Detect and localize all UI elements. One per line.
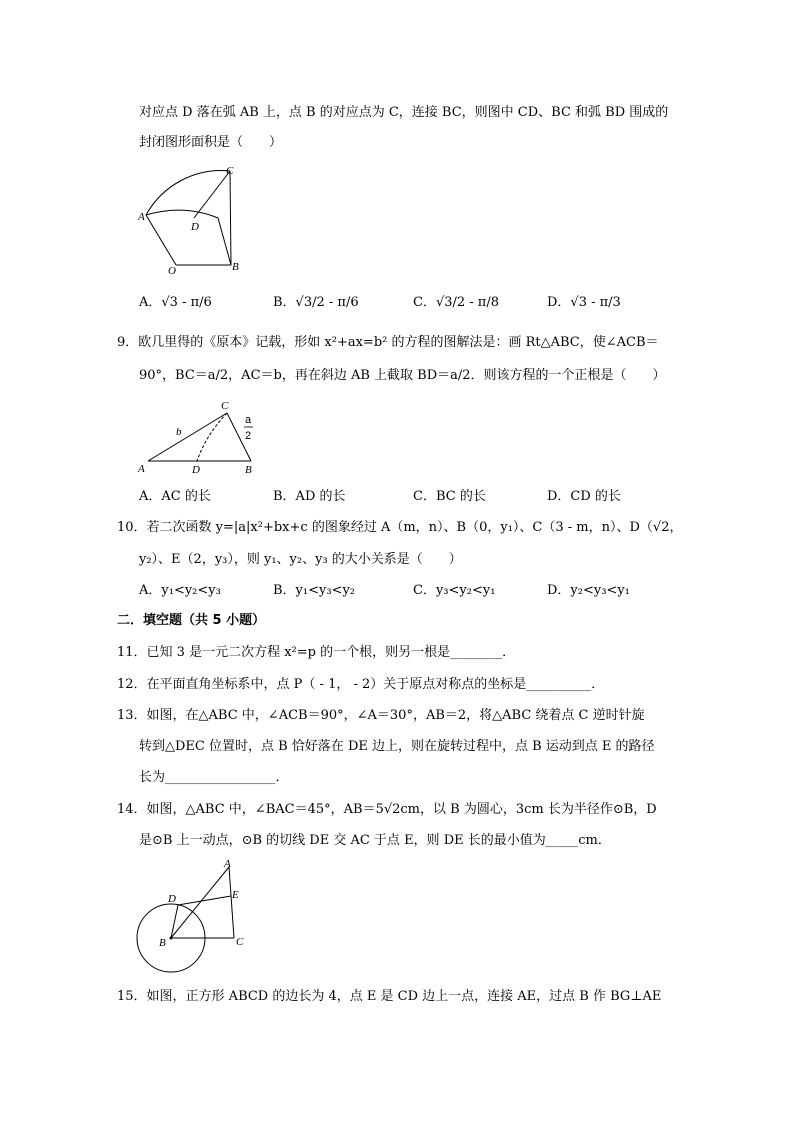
q8-label-c: C — [226, 165, 234, 177]
q8-option-d: D．√3 - π/3 — [547, 295, 621, 310]
q9-option-b: B．AD 的长 — [273, 489, 346, 504]
q8-label-o: O — [168, 265, 176, 277]
q14-figure — [132, 856, 252, 976]
q13-text-line-1: 13．如图，在△ABC 中，∠ACB＝90°，∠A＝30°，AB＝2，将△ABC 绕着点 C 逆时针旋 — [117, 708, 645, 723]
q14-text-line-2: 是⊙B 上一动点，⊙B 的切线 DE 交 AC 于点 E，则 DE 长的最小值为_____cm． — [139, 833, 611, 848]
q9-label-d: D — [192, 464, 200, 476]
q9-label-two: 2 — [245, 430, 252, 442]
section-heading: 二．填空题（共 5 小题） — [117, 613, 266, 628]
q15-text-line-1: 15．如图，正方形 ABCD 的边长为 4，点 E 是 CD 边上一点，连接 AE，过点 B 作 BG⊥AE — [117, 989, 662, 1004]
q9-option-d: D．CD 的长 — [547, 489, 621, 504]
q14-label-b: B — [159, 937, 166, 949]
q10-option-c: C．y₃<y₂<y₁ — [413, 583, 496, 598]
q9-figure — [134, 397, 264, 477]
q14-text-line-1: 14．如图，△ABC 中，∠BAC＝45°，AB＝5√2cm，以 B 为圆心，3cm 长为半径作⊙B，D — [117, 802, 657, 817]
q10-text-line-2: y₂）、E（2，y₃），则 y₁、y₂、y₃ 的大小关系是（ ） — [139, 552, 462, 567]
q9-text-line-1: 9．欧几里得的《原本》记载，形如 x²+ax=b² 的方程的图解法是：画 Rt△ABC，使∠ACB＝ — [117, 335, 659, 350]
q10-option-b: B．y₁<y₃<y₂ — [273, 583, 356, 598]
q13-text-line-2: 转到△DEC 位置时，点 B 恰好落在 DE 边上，则在旋转过程中，点 B 运动到点 E 的路径 — [139, 739, 655, 754]
q14-label-c: C — [236, 936, 244, 948]
q9-label-b: B — [245, 464, 252, 476]
q12-text: 12．在平面直角坐标系中，点 P（ - 1， - 2）关于原点对称点的坐标是__________． — [117, 677, 605, 692]
q14-label-e: E — [232, 889, 239, 901]
q9-text-line-2: 90°，BC＝a/2，AC＝b，再在斜边 AB 上截取 BD＝a/2．则该方程的一个正根是（ ） — [139, 368, 666, 383]
q14-label-d: D — [168, 893, 176, 905]
q9-label-a-numerator: a — [245, 414, 252, 426]
q10-option-d: D．y₂<y₃<y₁ — [547, 583, 630, 598]
q9-label-a: A — [138, 463, 145, 475]
q8-option-b: B．√3/2 - π/6 — [273, 295, 359, 310]
q9-label-b-side: b — [176, 426, 182, 438]
q10-text-line-1: 10．若二次函数 y=|a|x²+bx+c 的图象经过 A（m，n）、B（0，y₁）、C（3 - m，n）、D（√2， — [117, 520, 683, 535]
q9-option-c: C．BC 的长 — [413, 489, 486, 504]
q10-option-a: A．y₁<y₂<y₃ — [139, 583, 221, 598]
q8-option-c: C．√3/2 - π/8 — [413, 295, 500, 310]
q9-label-c: C — [221, 400, 229, 412]
q8-label-d: D — [191, 221, 199, 233]
q8-text-line-2: 封闭图形面积是（ ） — [139, 135, 283, 150]
q8-option-a: A．√3 - π/6 — [139, 295, 212, 310]
q8-text-line-1: 对应点 D 落在弧 AB 上，点 B 的对应点为 C，连接 BC，则图中 CD、BC 和弧 BD 围成的 — [139, 105, 669, 120]
q13-text-line-3: 长为_________________． — [139, 770, 289, 785]
q11-text: 11．已知 3 是一元二次方程 x²=p 的一个根，则另一根是________． — [117, 645, 516, 660]
q8-figure — [136, 160, 246, 278]
q8-label-a: A — [138, 211, 145, 223]
q14-label-a: A — [224, 858, 231, 870]
q9-option-a: A．AC 的长 — [139, 489, 211, 504]
q8-label-b: B — [232, 261, 239, 273]
